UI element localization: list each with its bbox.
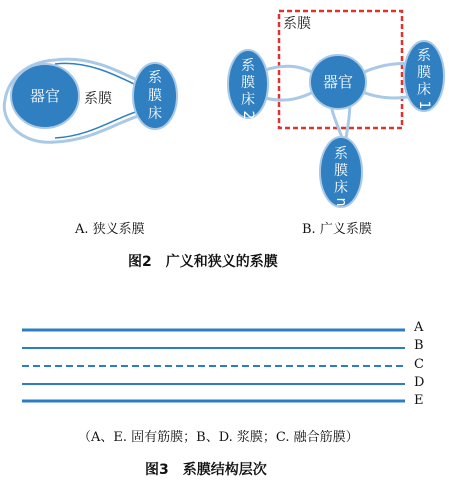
figure3-title: 图3 系膜结构层次 [145,462,267,478]
bedn-char-4: n [333,197,349,207]
bed2-char-4: 2 [240,110,256,120]
bedn-char-3: 床 [334,180,348,196]
bed-char-2: 膜 [148,88,162,104]
bed-char-3: 床 [148,106,162,122]
figure2b-diagram [228,11,444,207]
bed2-char-2: 膜 [241,75,255,91]
bed1-char-2: 膜 [417,65,431,81]
bed2-char-3: 床 [241,92,255,108]
bedn-char-2: 膜 [334,163,348,179]
membrane-label-a: 系膜 [84,91,112,107]
organ-label-b: 器官 [322,73,354,91]
layer-label-d: D [414,375,425,390]
caption-b: B. 广义系膜 [302,222,372,237]
bed1-char-1: 系 [417,48,431,64]
bed1-char-3: 床 [417,82,431,98]
figure3-layers [22,330,405,401]
layer-label-b: B [414,338,424,353]
layer-label-e: E [414,393,424,408]
layer-label-a: A [414,320,424,335]
bedn-char-1: 系 [334,146,348,162]
figure2-title: 图2 广义和狭义的系膜 [128,254,278,270]
caption-a: A. 狭义系膜 [75,222,145,237]
figure3-legend: （A、E. 固有筋膜；B、D. 浆膜；C. 融合筋膜） [78,430,359,445]
bed-char-1: 系 [148,70,162,86]
organ-label: 器官 [29,87,61,105]
box-label: 系膜 [283,16,311,32]
bed2-char-1: 系 [241,58,255,74]
layer-label-c: C [414,357,424,372]
bed1-char-4: 1 [416,100,432,110]
